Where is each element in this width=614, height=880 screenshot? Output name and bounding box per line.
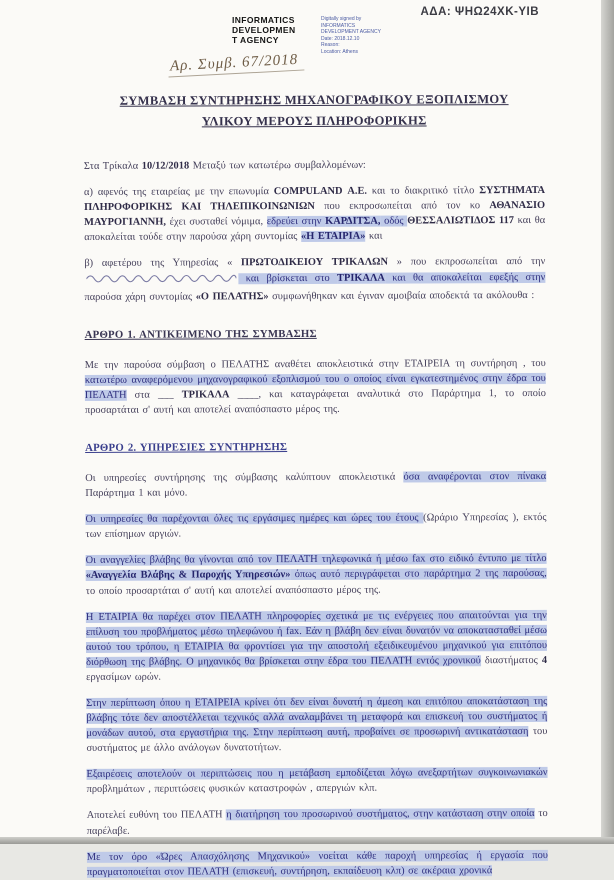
paragraph: β) αφετέρου της Υπηρεσίας « ΠΡΩΤΟΔΙΚΕΙΟΥ ΤΡΙΚΑΛΩΝ » που εκπροσωπείται από την και βρίσκεται στο ΤΡΙΚΑΛΑ και θα αποκαλείται εφεξής στην παρούσα χάρη συντομίας «Ο ΠΕΛΑΤΗΣ» συμφωνήθηκαν και έγιναν αμοιβαία αποδεκτά τα ακόλουθα :	[84, 256, 546, 304]
agency-logo-text: INFORMATICS DEVELOPMEN T AGENCY	[232, 15, 296, 45]
paragraph: Με την παρούσα σύμβαση ο ΠΕΛΑΤΗΣ αναθέτει αποκλειστικά στην ΕΤΑΙΡΕΙΑ τη συντήρηση , του κατωτέρω αναφερόμενου μηχανογραφικού εξοπλισμού του ο οποίος είναι εγκατεστημένος στην έδρα του ΠΕΛΑΤΗ στα ___ ΤΡΙΚΑΛΑ ____, και καταγράφεται αναλυτικά στο Παράρτημα 1, το οποίο προσαρτάται σ' αυτή και αποτελεί αναπόσπαστο μέρος της.	[84, 358, 546, 417]
section-heading: ΑΡΘΡΟ 1. ΑΝΤΙΚΕΙΜΕΝΟ ΤΗΣ ΣΥΜΒΑΣΗΣ	[84, 328, 317, 342]
document-body	[84, 157, 548, 880]
title-line-2: ΥΛΙΚΟΥ ΜΕΡΟΥΣ ΠΛΗΡΟΦΟΡΙΚΗΣ	[201, 113, 427, 129]
signature-scribble	[86, 271, 236, 291]
paragraph: Αποτελεί ευθύνη του ΠΕΛΑΤΗ η διατήρηση του προσωρινού συστήματος, στην κατάσταση στην οποία το παρέλαβε.	[86, 808, 548, 837]
paragraph: Εξαιρέσεις αποτελούν οι περιπτώσεις που η μετάβαση εμποδίζεται λόγω ανεξαρτήτων συγκοινωνιακών προβλημάτων , περιπτώσεις φυσικών καταστροφών , απεργιών κλπ.	[86, 767, 548, 796]
document-title	[84, 89, 545, 134]
paragraph: Η ΕΤΑΙΡΙΑ θα παρέχει στον ΠΕΛΑΤΗ πληροφορίες σχετικά με τις ενέργειες που απαιτούνται για την επίλυση του προβλήματος μέσω τηλεφώνου ή fax. Εάν η βλάβη δεν είναι δυνατόν να αποκατασταθεί μέσω αυτού του τρόπου, η ΕΤΑΙΡΙΑ θα φροντίσει για την αποστολή εξειδικευμένου μηχανικού για επιτόπου διόρθωση της βλάβης. Ο μηχανικός θα βρίσκεται στην έδρα του ΠΕΛΑΤΗ εντός χρονικού διαστήματος 4 εργασίμων ωρών.	[85, 609, 548, 683]
paragraph: Οι αναγγελίες βλάβης θα γίνονται από τον ΠΕΛΑΤΗ τηλεφωνικά ή μέσω fax στο ειδικό έντυπο με τίτλο «Αναγγελία Βλάβης & Παροχής Υπηρεσιών» όπως αυτό περιγράφεται στο παράρτημα 2 της παρούσας, το οποίο προσαρτάται σ' αυτή και αποτελεί αναπόσπαστο μέρος της.	[85, 553, 547, 597]
paragraph: Οι υπηρεσίες θα παρέχονται όλες τις εργάσιμες ημέρες και ώρες του έτους (Ωράριο Υπηρεσίας ), εκτός των επίσημων αργιών.	[85, 512, 547, 541]
paragraph: α) αφενός της εταιρείας με την επωνυμία COMPULAND Α.Ε. και το διακριτικό τίτλο ΣΥΣΤΗΜΑΤΑ ΠΛΗΡΟΦΟΡΙΚΗΣ ΚΑΙ ΤΗΛΕΠΙΚΟΙΝΩΝΙΩΝ που εκπροσωπείται από τον κο ΑΘΑΝΑΣΙΟ ΜΑΥΡΟΓΙΑΝΝΗ, έχει συσταθεί νόμιμα, εδρεύει στην ΚΑΡΔΙΤΣΑ, οδός ΘΕΣΣΑΛΙΩΤΙΔΟΣ 117 και θα αποκαλείται τούδε στην παρούσα χάρη συντομίας «Η ΕΤΑΙΡΙΑ» και	[83, 184, 546, 244]
ada-code: ΑΔΑ: ΨΗΩ24ΧΚ-ΥΙΒ	[420, 6, 539, 18]
handwritten-contract-number: Αρ. Συμβ. 67/2018	[168, 51, 305, 77]
title-line-1: ΣΥΜΒΑΣΗ ΣΥΝΤΗΡΗΣΗΣ ΜΗΧΑΝΟΓΡΑΦΙΚΟΥ ΕΞΟΠΛΙΣΜΟΥ	[119, 92, 509, 108]
paragraph: Στα Τρίκαλα 10/12/2018 Μεταξύ των κατωτέρω συμβαλλομένων:	[83, 159, 366, 172]
paragraph: Με τον όρο «Ώρες Απασχόλησης Μηχανικού» νοείται κάθε παροχή υπηρεσίας ή εργασία που πραγματοποιείται στον ΠΕΛΑΤΗ (επισκευή, συντήρηση, εκπαίδευση κλπ) σε ακέραια χρονικά	[86, 849, 548, 878]
signature-details: Digitally signed by INFORMATICS DEVELOPMENT AGENCY Date: 2018.12.10 Reason: Location: Athens	[321, 16, 381, 55]
scanner-edge-right	[601, 0, 614, 844]
paragraph: Οι υπηρεσίες συντήρησης της σύμβασης καλύπτουν αποκλειστικά όσα αναφέρονται στον πίνακα Παράρτημα 1 και μόνο.	[85, 470, 547, 500]
scanner-edge-bottom	[0, 837, 614, 844]
section-heading: ΑΡΘΡΟ 2. ΥΠΗΡΕΣΙΕΣ ΣΥΝΤΗΡΗΣΗΣ	[85, 441, 288, 455]
paragraph: Στην περίπτωση όπου η ΕΤΑΙΡΕΙΑ κρίνει ότι δεν είναι δυνατή η άμεση και επιτόπου αποκατάσταση της βλάβης τότε δεν αποστέλλεται τεχνικός αλλά αναλαμβάνει τη μεταφορά και επισκευή του συστήματος ή μονάδων αυτού, στα εργαστήρια της. Στην περίπτωση αυτή, προβαίνει σε προσωρινή αντικατάσταση του συστήματος με άλλο ανάλογων δυνατοτήτων.	[86, 695, 548, 755]
